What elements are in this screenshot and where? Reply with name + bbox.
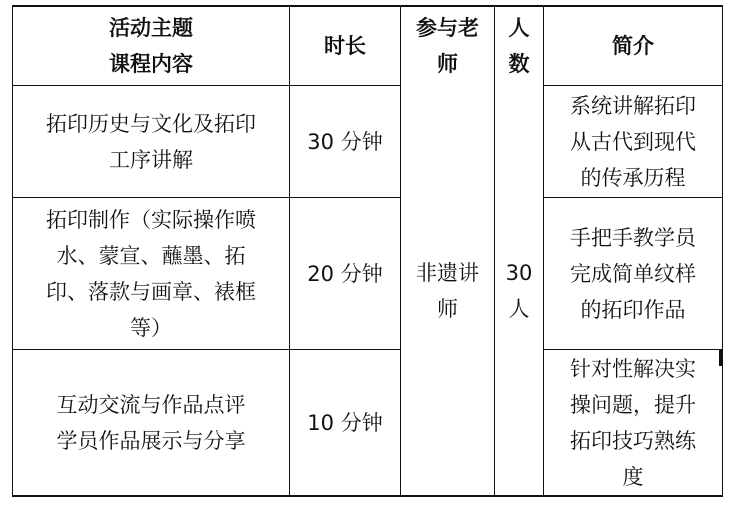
intro-line: 系统讲解拓印 — [570, 93, 696, 118]
row2-duration — [290, 198, 400, 349]
header-duration-label: 时长 — [324, 34, 366, 58]
header-teacher — [401, 7, 494, 85]
intro-line: 从古代到现代 — [570, 129, 696, 154]
intro-line: 操问题，提升 — [570, 392, 696, 417]
header-topic — [13, 7, 289, 85]
intro-line: 完成简单纹样 — [570, 261, 696, 286]
header-count-line: 数 — [508, 52, 530, 76]
table-border-right — [722, 5, 723, 497]
intro-line: 的传承历程 — [580, 165, 686, 190]
intro-line: 拓印技巧熟练 — [570, 428, 696, 453]
header-count-line: 人 — [508, 16, 530, 40]
content-line: 互动交流与作品点评 — [56, 392, 246, 417]
header-topic-line: 课程内容 — [109, 52, 193, 76]
duration-value: 10 分钟 — [307, 410, 383, 435]
teacher-line: 非遗讲 — [416, 260, 479, 285]
count-line: 30 — [505, 260, 533, 285]
content-line: 学员作品展示与分享 — [56, 428, 246, 453]
merged-count — [495, 86, 543, 495]
intro-line: 针对性解决实 — [570, 356, 696, 381]
row3-content — [13, 350, 289, 495]
row3-intro — [544, 350, 722, 495]
duration-value: 20 分钟 — [307, 261, 383, 286]
teacher-line: 师 — [437, 296, 458, 321]
count-line: 人 — [508, 296, 530, 321]
row3-duration — [290, 350, 400, 495]
row2-intro — [544, 198, 722, 349]
intro-line: 的拓印作品 — [580, 297, 686, 322]
intro-line: 手把手教学员 — [570, 225, 696, 250]
content-line: 拓印制作（实际操作喷 — [46, 207, 256, 232]
row2-content — [13, 198, 289, 349]
row1-intro — [544, 86, 722, 197]
header-intro-label: 简介 — [612, 34, 654, 58]
content-line: 印、落款与画章、裱框 — [46, 279, 256, 304]
content-line: 工序讲解 — [109, 147, 193, 172]
content-line: 水、蒙宣、蘸墨、拓 — [56, 243, 246, 268]
intro-line: 度 — [622, 464, 644, 489]
content-line: 拓印历史与文化及拓印 — [46, 111, 256, 136]
header-topic-line: 活动主题 — [109, 16, 193, 40]
merged-teacher — [401, 86, 494, 495]
header-intro — [544, 7, 722, 85]
row1-content — [13, 86, 289, 197]
header-teacher-line: 师 — [437, 52, 458, 76]
content-line: 等） — [130, 315, 172, 340]
duration-value: 30 分钟 — [307, 129, 383, 154]
row1-duration — [290, 86, 400, 197]
header-teacher-line: 参与老 — [416, 16, 479, 40]
table-border-bottom — [12, 495, 723, 497]
header-count — [495, 7, 543, 85]
header-duration — [290, 7, 400, 85]
